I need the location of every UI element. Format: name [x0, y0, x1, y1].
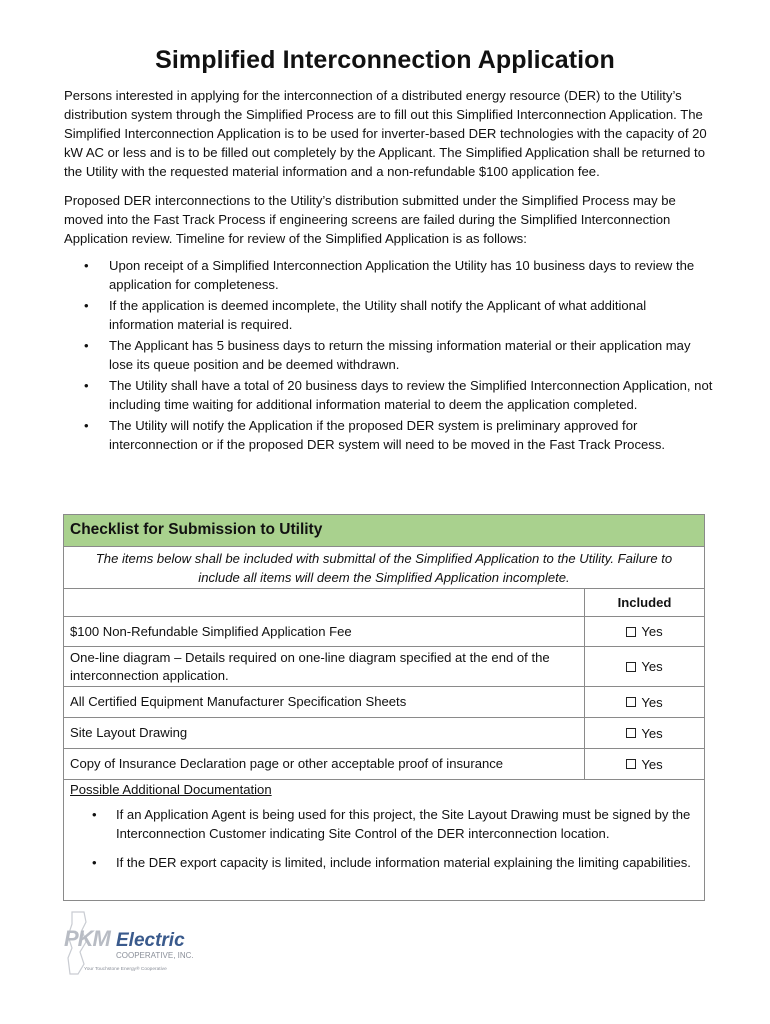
- checkbox-icon[interactable]: [626, 662, 636, 672]
- checklist-table: [63, 514, 705, 901]
- table-header-row: [64, 589, 704, 617]
- yes-checkbox[interactable]: Yes: [585, 647, 704, 686]
- yes-checkbox[interactable]: Yes: [585, 617, 704, 646]
- list-item: • If the DER export capacity is limited, include information material explaining the limiting capabilities.: [92, 855, 691, 870]
- table-row: [64, 749, 704, 780]
- table-row: [64, 718, 704, 749]
- bullet-icon: •: [92, 807, 97, 822]
- item-label: $100 Non-Refundable Simplified Application Fee: [64, 617, 585, 646]
- list-item: • The Utility will notify the Application if the proposed DER system is preliminary approved for interconnection or if the proposed DER system will need to be moved in the Fast Track Process.: [84, 418, 666, 452]
- bullet-icon: •: [84, 258, 89, 273]
- checkbox-icon[interactable]: [626, 697, 636, 707]
- checklist-note: The items below shall be included with submittal of the Simplified Application to the Utility. Failure to include all items will deem the Simplified Application incomplete.: [64, 547, 704, 589]
- checkbox-icon[interactable]: [626, 627, 636, 637]
- list-item: • If an Application Agent is being used for this project, the Site Layout Drawing must be signed by the Interconnection Customer indicating Site Control of the DER interconnection location.: [92, 807, 691, 841]
- list-item: • The Utility shall have a total of 20 business days to review the Simplified Interconnection Application, not including time waiting for additional information material to deem the application completed.: [84, 378, 713, 412]
- intro-paragraph-2: Proposed DER interconnections to the Utility’s distribution submitted under the Simplified Process may be moved into the Fast Track Process if engineering screens are failed during the Simplified Interconnection Application review. Timeline for review of the Simplified Application is as follows:: [64, 193, 676, 246]
- yes-checkbox[interactable]: Yes: [585, 718, 704, 748]
- checkbox-icon[interactable]: [626, 759, 636, 769]
- timeline-list: [64, 256, 714, 454]
- yes-checkbox[interactable]: Yes: [585, 687, 704, 717]
- list-item: • Upon receipt of a Simplified Interconnection Application the Utility has 10 business days to review the application for completeness.: [84, 258, 695, 292]
- list-item: • The Applicant has 5 business days to return the missing information material or their application may lose its queue position and be deemed withdrawn.: [84, 338, 691, 372]
- empty-header-cell: [64, 589, 585, 616]
- item-label: One-line diagram – Details required on one-line diagram specified at the end of the interconnection application.: [64, 647, 585, 686]
- bullet-icon: •: [92, 855, 97, 870]
- item-label: Site Layout Drawing: [64, 718, 585, 748]
- intro-section: [64, 86, 714, 456]
- intro-paragraph-1: Persons interested in applying for the interconnection of a distributed energy resource (DER) to the Utility’s distribution system through the Simplified Process are to fill out this Simplified Interconnection Application. The Simplified Interconnection Application is to be used for inverter-based DER technologies with the capacity of 20 kW AC or less and is to be filled out completely by the Applicant. The Simplified Application shall be returned to the Utility with the requested material information and a non-refundable $100 application fee.: [64, 88, 707, 179]
- table-row: [64, 647, 704, 687]
- bullet-icon: •: [84, 338, 89, 353]
- bullet-icon: •: [84, 298, 89, 313]
- bullet-icon: •: [84, 418, 89, 433]
- additional-list: [70, 805, 704, 872]
- logo-subtitle: COOPERATIVE, INC.: [116, 951, 194, 960]
- checklist-header: Checklist for Submission to Utility: [64, 515, 704, 547]
- additional-documentation: [64, 780, 704, 872]
- logo-tagline: Your Touchstone Energy® Cooperative: [84, 967, 167, 972]
- item-label: All Certified Equipment Manufacturer Specification Sheets: [64, 687, 585, 717]
- yes-checkbox[interactable]: Yes: [585, 749, 704, 779]
- table-row: [64, 617, 704, 647]
- page-title: Simplified Interconnection Application: [155, 46, 615, 74]
- bullet-icon: •: [84, 378, 89, 393]
- item-label: Copy of Insurance Declaration page or other acceptable proof of insurance: [64, 749, 585, 779]
- additional-title: Possible Additional Documentation: [70, 782, 272, 797]
- checkbox-icon[interactable]: [626, 728, 636, 738]
- list-item: • If the application is deemed incomplete, the Utility shall notify the Applicant of what additional information material is required.: [84, 298, 647, 332]
- included-header: Included: [617, 595, 672, 610]
- logo-electric: Electric: [116, 930, 185, 951]
- logo-pkm: PKM: [64, 926, 110, 951]
- table-row: [64, 687, 704, 718]
- pkm-electric-logo: [62, 908, 202, 980]
